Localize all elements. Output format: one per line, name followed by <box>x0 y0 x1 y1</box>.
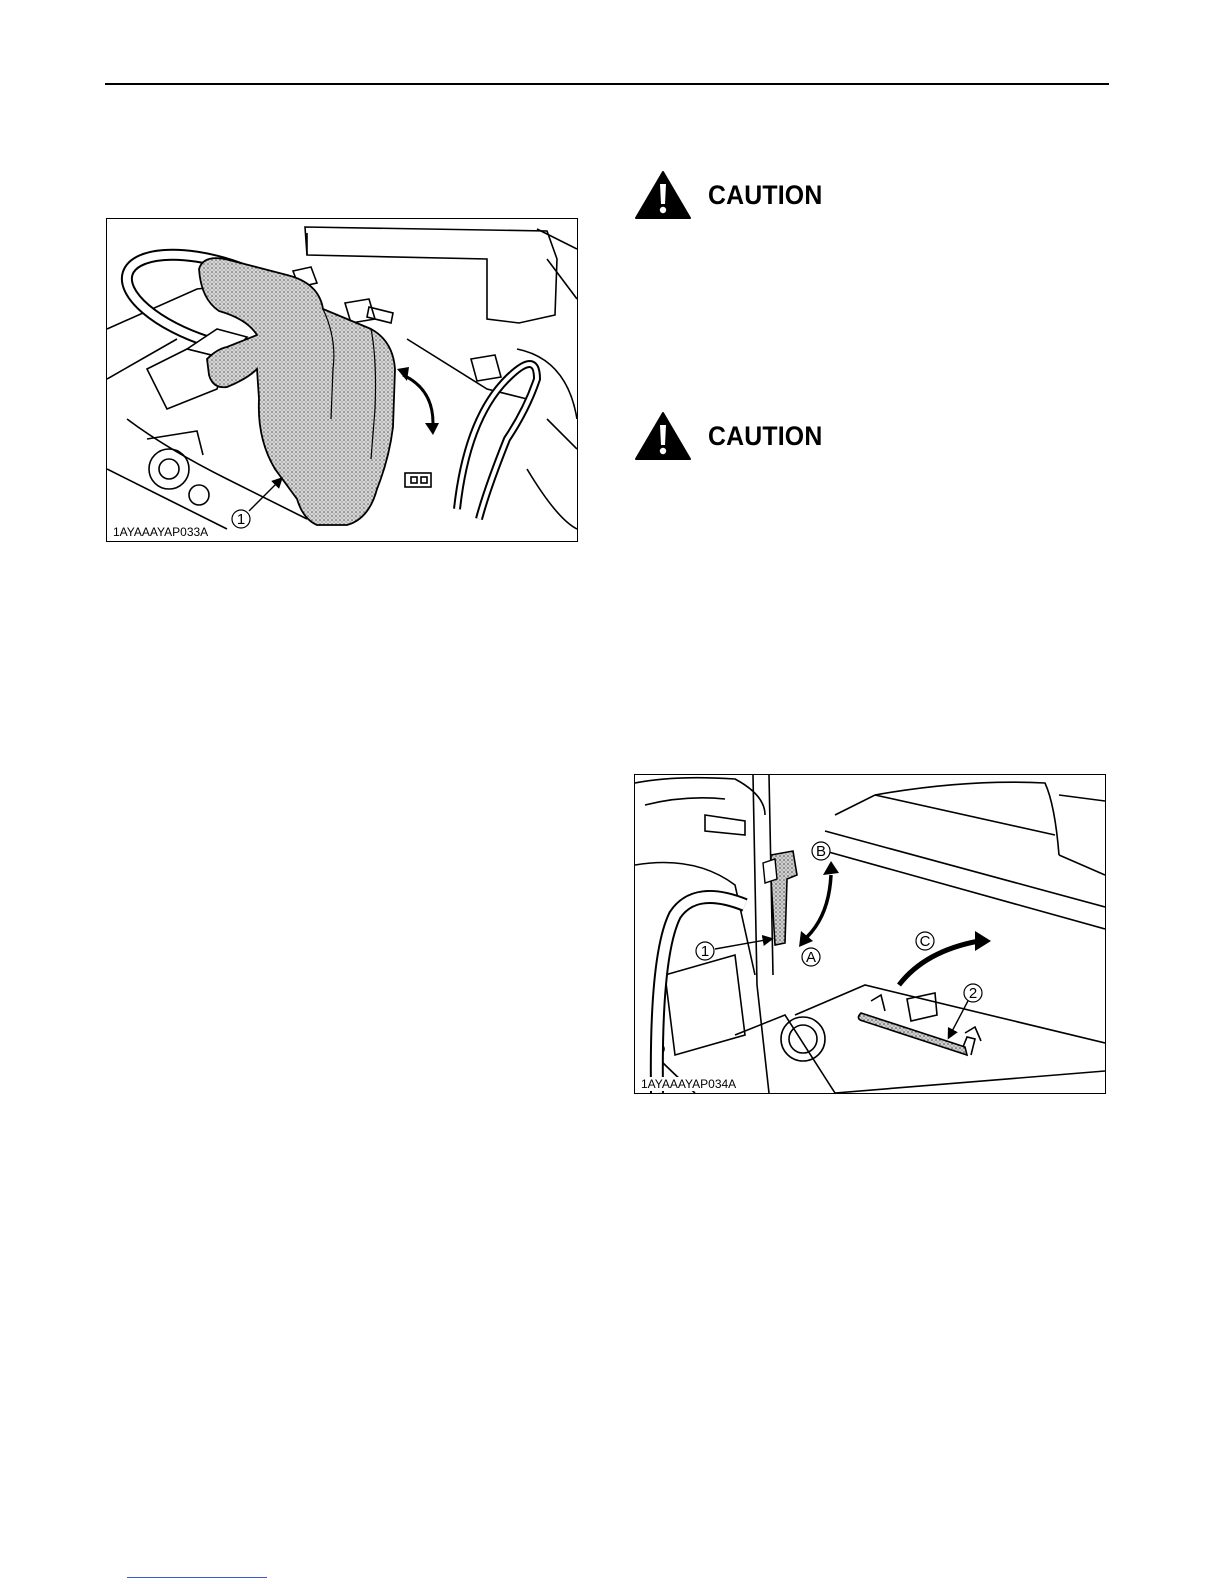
callout-c-label: C <box>919 933 931 950</box>
figure-bed-latch <box>634 774 1106 1094</box>
header-rule <box>105 83 1109 85</box>
caution-heading <box>634 170 832 220</box>
warning-triangle-icon <box>634 170 692 220</box>
bed-latch-illustration <box>635 775 1105 1093</box>
warning-triangle-icon <box>634 411 692 461</box>
callout-1-leader <box>696 939 771 960</box>
callout-a-label: A <box>805 949 817 966</box>
caution-label: CAUTION <box>708 420 823 451</box>
curved-arrow <box>899 931 991 985</box>
caution-heading <box>634 411 832 461</box>
callout-2-leader <box>949 984 982 1037</box>
callout-a <box>802 948 820 966</box>
seat-fold-illustration <box>107 219 577 541</box>
callout-c <box>916 932 934 950</box>
double-arrow <box>799 861 839 947</box>
footer-link-underline[interactable] <box>127 1577 267 1578</box>
figure-code: 1AYAAAYAP034A <box>641 1077 737 1091</box>
caution-label: CAUTION <box>708 179 823 210</box>
cab-linework <box>635 775 1105 1093</box>
callout-1-label: 1 <box>236 511 246 528</box>
double-arrow <box>397 367 439 435</box>
latch-lever <box>763 851 797 945</box>
folded-seat <box>199 258 395 525</box>
figure-code: 1AYAAAYAP033A <box>113 525 209 539</box>
callout-1-label: 1 <box>700 943 710 960</box>
callout-1-leader <box>232 479 281 528</box>
callout-b <box>812 842 830 860</box>
callout-2-label: 2 <box>968 985 978 1002</box>
figure-seat-fold <box>106 218 578 542</box>
callout-b-label: B <box>815 843 827 860</box>
